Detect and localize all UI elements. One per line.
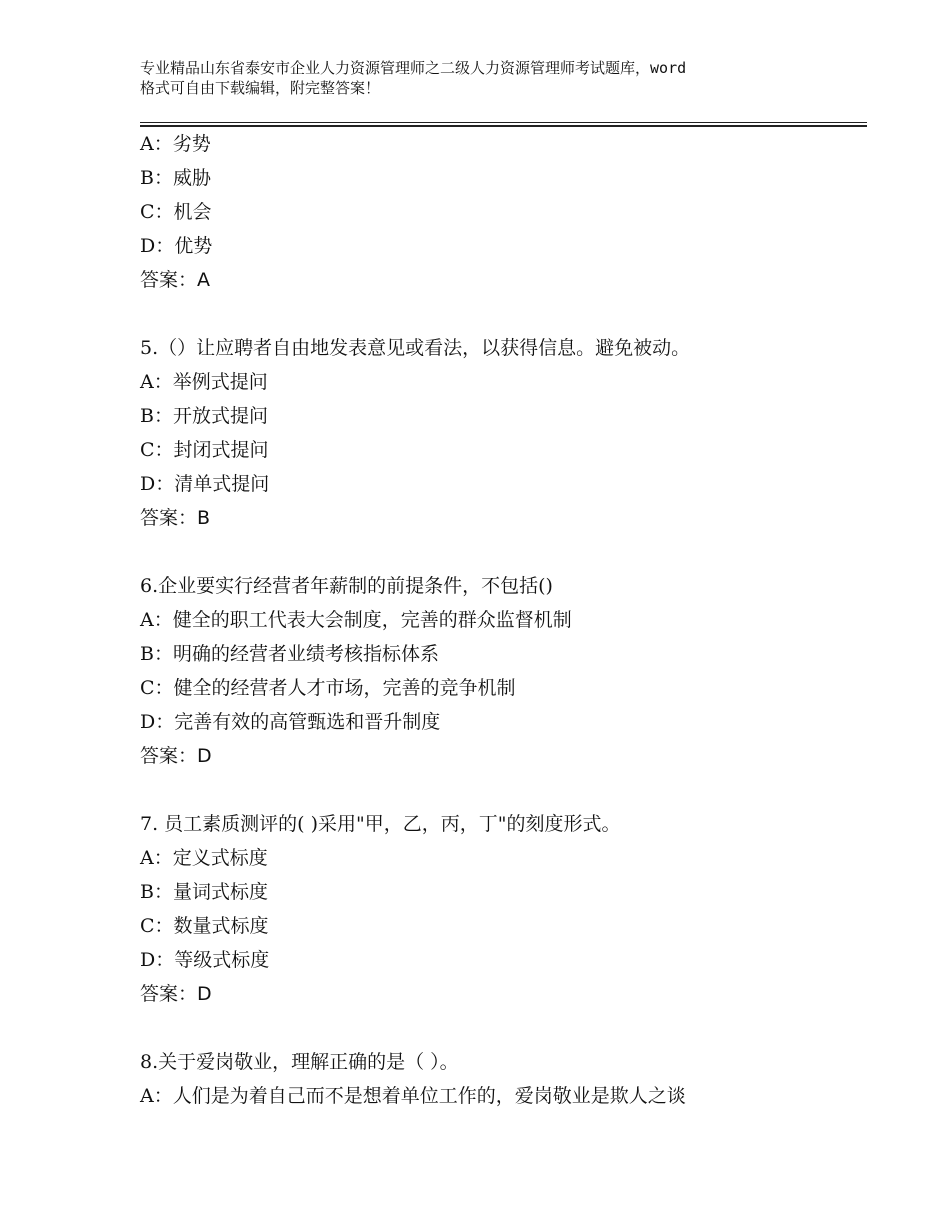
option-c: C：封闭式提问 (140, 439, 269, 461)
question-5 (140, 331, 867, 535)
option-d: D：优势 (140, 235, 213, 257)
question-text: 7. 员工素质测评的( )采用"甲，乙，丙，丁"的刻度形式。 (140, 813, 621, 835)
header-line-1: 专业精品山东省泰安市企业人力资源管理师之二级人力资源管理师考试题库，word (140, 59, 687, 77)
option-b: B：量词式标度 (140, 881, 268, 903)
option-a: A：举例式提问 (140, 371, 268, 393)
option-c: C：数量式标度 (140, 915, 269, 937)
document-header (140, 58, 840, 98)
option-d: D：完善有效的高管甄选和晋升制度 (140, 711, 441, 733)
answer: 答案：D (140, 983, 212, 1005)
question-text: 8.关于爱岗敬业，理解正确的是（ ）。 (140, 1051, 459, 1073)
answer: 答案：D (140, 745, 212, 767)
header-line-2: 格式可自由下载编辑，附完整答案！ (140, 79, 381, 97)
answer: 答案：B (140, 507, 211, 529)
option-d: D：等级式标度 (140, 949, 270, 971)
option-a: A：劣势 (140, 133, 211, 155)
option-a: A：健全的职工代表大会制度，完善的群众监督机制 (140, 609, 572, 631)
question-8 (140, 1045, 867, 1113)
question-text: 5.（）让应聘者自由地发表意见或看法，以获得信息。避免被动。 (140, 337, 691, 359)
option-d: D：清单式提问 (140, 473, 270, 495)
question-6 (140, 569, 867, 773)
option-a: A：人们是为着自己而不是想着单位工作的，爱岗敬业是欺人之谈 (140, 1085, 686, 1107)
option-b: B：开放式提问 (140, 405, 268, 427)
option-c: C：机会 (140, 201, 212, 223)
question-text: 6.企业要实行经营者年薪制的前提条件，不包括() (140, 575, 553, 597)
question-7 (140, 807, 867, 1011)
option-a: A：定义式标度 (140, 847, 268, 869)
option-c: C：健全的经营者人才市场，完善的竞争机制 (140, 677, 516, 699)
question-list (140, 127, 867, 1113)
option-b: B：威胁 (140, 167, 211, 189)
option-b: B：明确的经营者业绩考核指标体系 (140, 643, 439, 665)
answer: 答案：A (140, 269, 210, 291)
question-4 (140, 127, 867, 297)
header-rule-thin (140, 122, 867, 123)
